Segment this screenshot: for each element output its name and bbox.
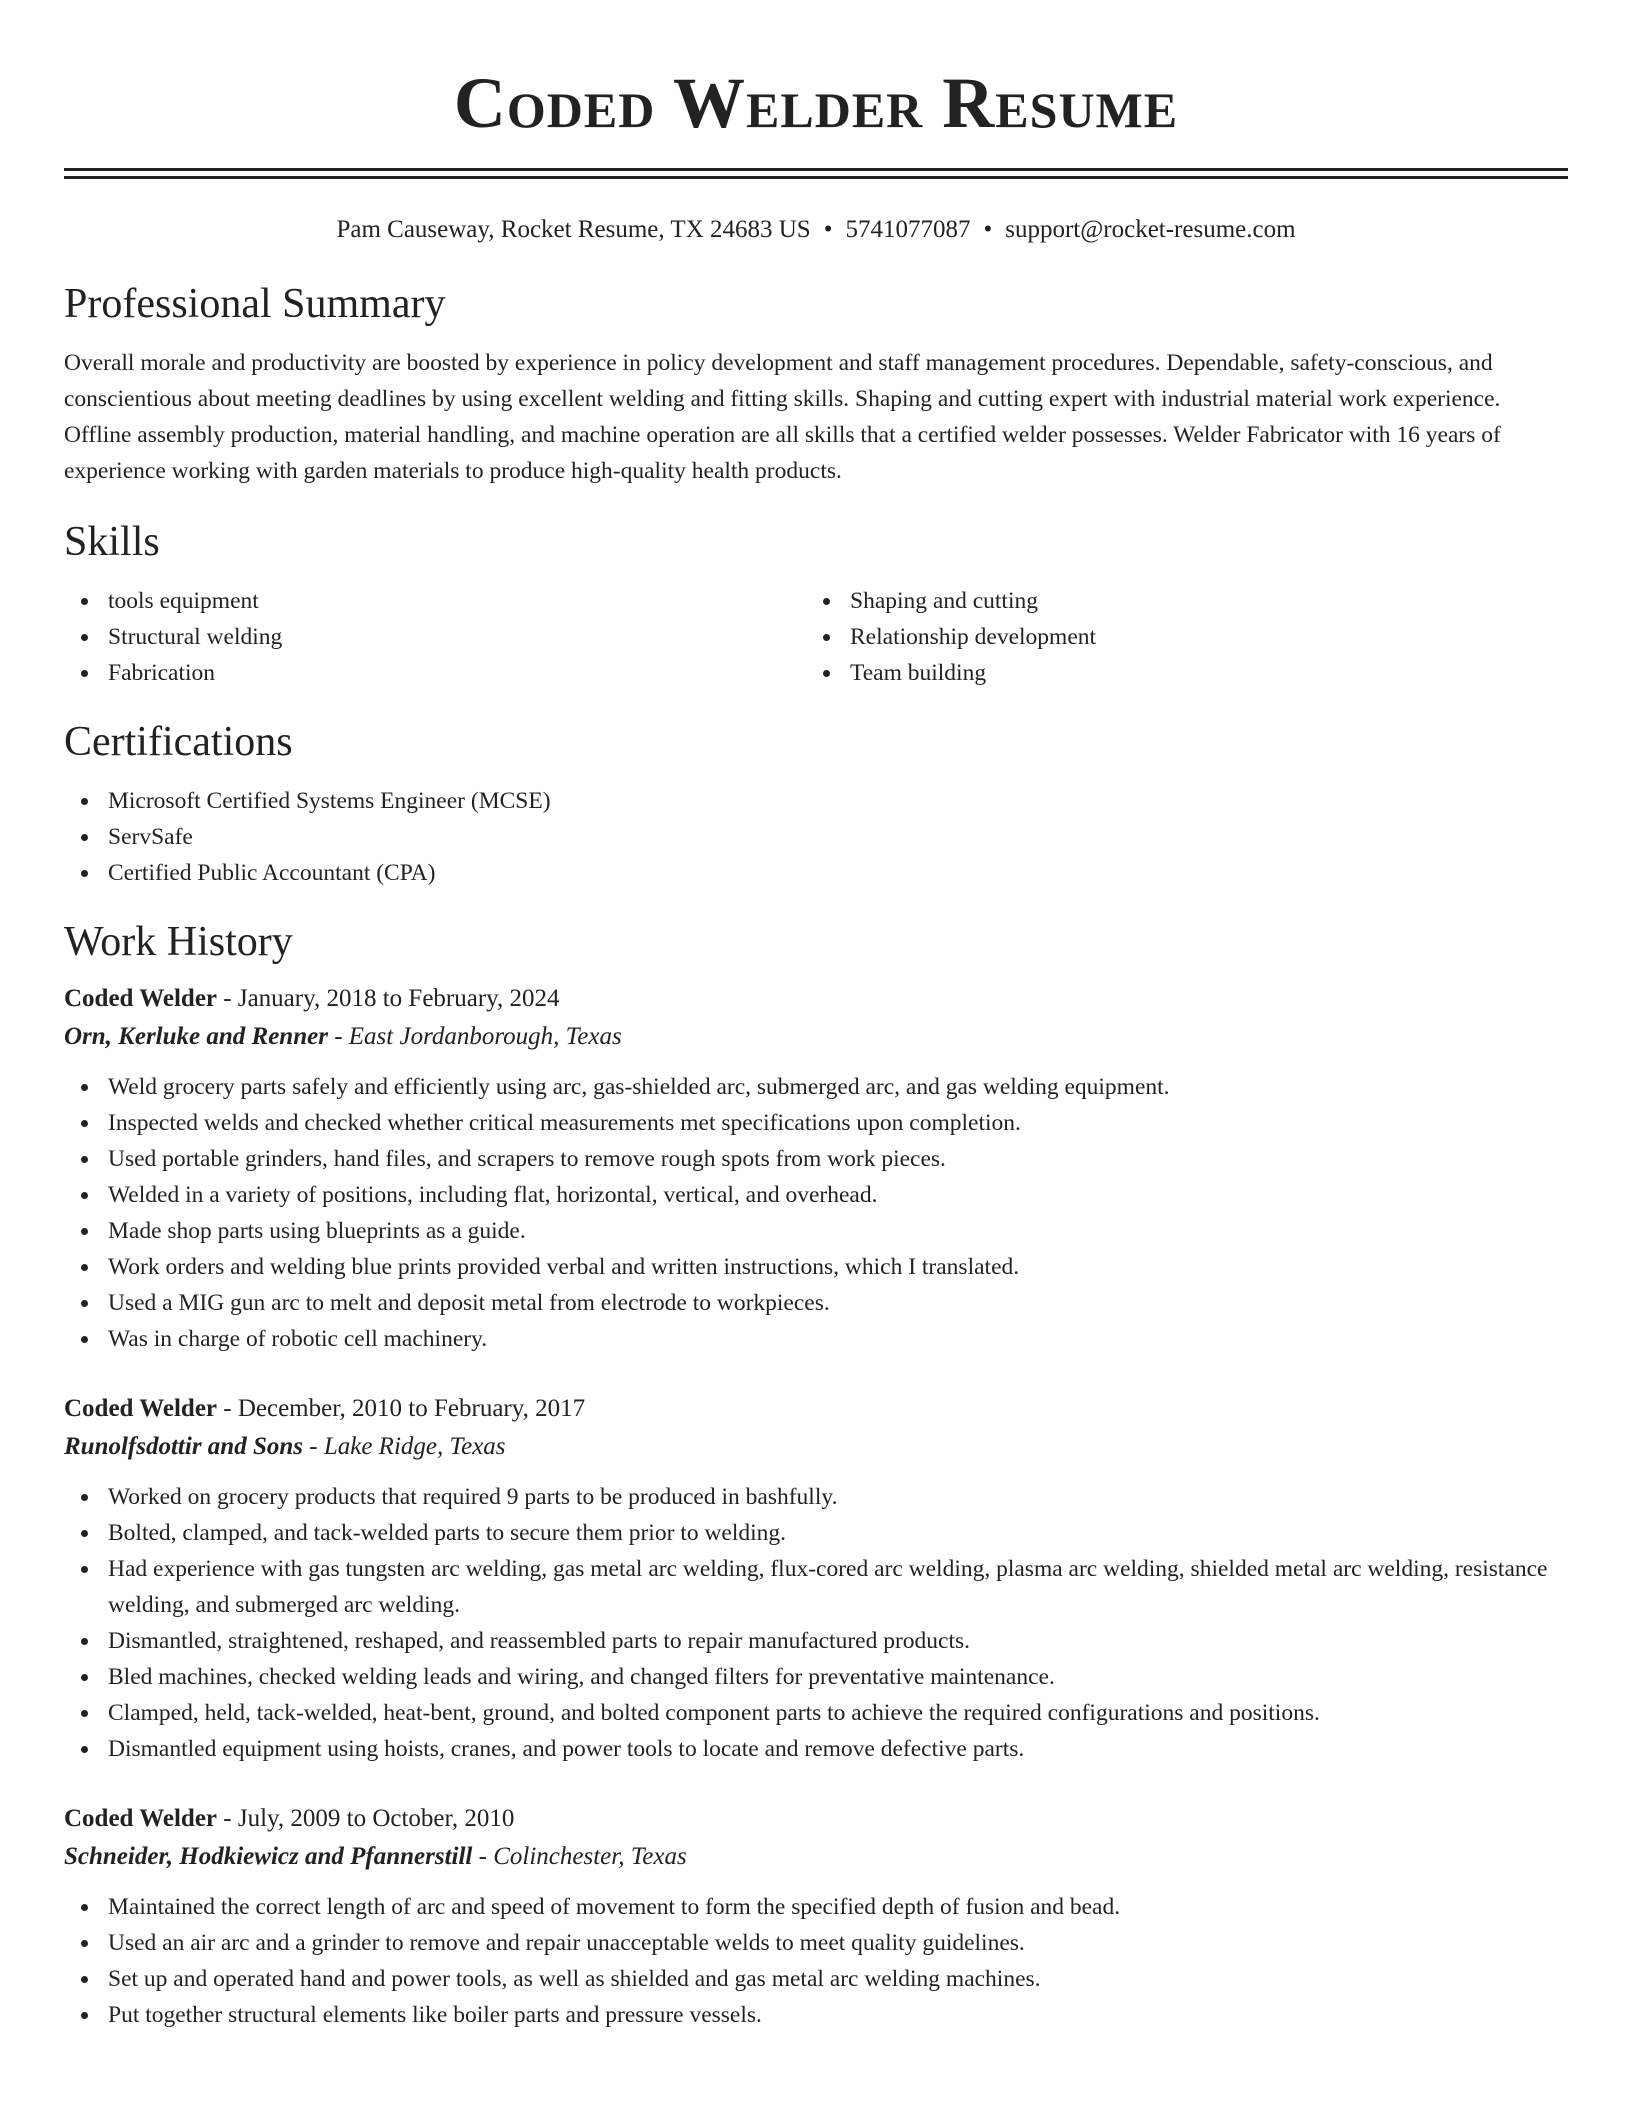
company-name: Runolfsdottir and Sons xyxy=(64,1433,303,1460)
certifications-list xyxy=(64,783,1568,891)
job-duty: Clamped, held, tack-welded, heat-bent, ground, and bolted component parts to achieve the required configurations and positions. xyxy=(108,1695,1568,1731)
job-dates: - January, 2018 to February, 2024 xyxy=(217,985,560,1012)
job-duty: Welded in a variety of positions, including flat, horizontal, vertical, and overhead. xyxy=(108,1177,1568,1213)
section-heading-work-history: Work History xyxy=(64,919,293,965)
skills-section xyxy=(64,517,1568,691)
skill-item: Relationship development xyxy=(850,619,1548,655)
company-line xyxy=(64,1427,1568,1467)
skills-columns xyxy=(64,583,1568,691)
job-duty: Maintained the correct length of arc and speed of movement to form the specified depth of fusion and bead. xyxy=(108,1889,1568,1925)
job-duty: Made shop parts using blueprints as a guide. xyxy=(108,1213,1568,1249)
job-title: Coded Welder xyxy=(64,1805,218,1832)
job-duty: Dismantled, straightened, reshaped, and reassembled parts to repair manufactured products. xyxy=(108,1623,1568,1659)
job-duty: Inspected welds and checked whether critical measurements met specifications upon completion. xyxy=(108,1105,1568,1141)
job-duty: Bled machines, checked welding leads and wiring, and changed filters for preventative maintenance. xyxy=(108,1659,1568,1695)
skills-column-right xyxy=(806,583,1548,691)
job-duty: Dismantled equipment using hoists, cranes, and power tools to locate and remove defective parts. xyxy=(108,1731,1568,1767)
job-title: Coded Welder xyxy=(64,1395,218,1422)
contact-separator: • xyxy=(983,216,993,243)
skills-list-left xyxy=(64,583,806,691)
job-title-line xyxy=(64,1391,1568,1427)
skills-column-left xyxy=(64,583,806,691)
company-location: - Lake Ridge, Texas xyxy=(303,1433,506,1460)
skill-item: Shaping and cutting xyxy=(850,583,1548,619)
company-location: - East Jordanborough, Texas xyxy=(327,1023,622,1050)
company-line xyxy=(64,1837,1568,1877)
skill-item: Fabrication xyxy=(108,655,806,691)
job-duty: Had experience with gas tungsten arc welding, gas metal arc welding, flux-cored arc welding, plasma arc welding, shielded metal arc welding, resistance welding, and submerged arc welding. xyxy=(108,1551,1568,1623)
job-entry xyxy=(64,1391,1568,1767)
certifications-section xyxy=(64,717,1568,891)
job-duties-list xyxy=(64,1889,1568,2033)
resume-title: Coded Welder Resume xyxy=(453,63,1179,143)
skill-item: Team building xyxy=(850,655,1548,691)
job-duty: Weld grocery parts safely and efficiently using arc, gas-shielded arc, submerged arc, and gas welding equipment. xyxy=(108,1069,1568,1105)
skill-item: Structural welding xyxy=(108,619,806,655)
job-duty: Used portable grinders, hand files, and scrapers to remove rough spots from work pieces. xyxy=(108,1141,1568,1177)
certification-item: ServSafe xyxy=(108,819,1568,855)
work-history-section xyxy=(64,917,1568,2033)
certification-item: Certified Public Accountant (CPA) xyxy=(108,855,1568,891)
skills-list-right xyxy=(806,583,1548,691)
contact-separator: • xyxy=(823,216,833,243)
company-name: Orn, Kerluke and Renner xyxy=(64,1023,328,1050)
summary-text: Overall morale and productivity are boosted by experience in policy development and staff management procedures. Dependable, safety-conscious, and conscientious about meeting deadlines by using excellent welding and fitting skills. Shaping and cutting expert with industrial material work experience. Offline assembly production, material handling, and machine operation are all skills that a certified welder possesses. Welder Fabricator with 16 years of experience working with garden materials to produce high-quality health products. xyxy=(64,350,1501,484)
job-entry xyxy=(64,1801,1568,2033)
certification-item: Microsoft Certified Systems Engineer (MCSE) xyxy=(108,783,1568,819)
contact-address: Pam Causeway, Rocket Resume, TX 24683 US xyxy=(336,216,811,243)
job-duties-list xyxy=(64,1069,1568,1357)
job-duties-list xyxy=(64,1479,1568,1767)
company-line xyxy=(64,1017,1568,1057)
resume-page xyxy=(64,0,1568,2033)
job-title-line xyxy=(64,1801,1568,1837)
job-duty: Used a MIG gun arc to melt and deposit metal from electrode to workpieces. xyxy=(108,1285,1568,1321)
contact-email[interactable]: support@rocket-resume.com xyxy=(1005,216,1296,243)
section-heading-summary: Professional Summary xyxy=(64,281,446,327)
company-name: Schneider, Hodkiewicz and Pfannerstill xyxy=(64,1843,473,1870)
job-duty: Put together structural elements like boiler parts and pressure vessels. xyxy=(108,1997,1568,2033)
contact-phone[interactable]: 5741077087 xyxy=(845,216,971,243)
professional-summary-section xyxy=(64,279,1568,489)
job-title: Coded Welder xyxy=(64,985,218,1012)
job-duty: Work orders and welding blue prints provided verbal and written instructions, which I translated. xyxy=(108,1249,1568,1285)
job-duty: Was in charge of robotic cell machinery. xyxy=(108,1321,1568,1357)
job-duty: Set up and operated hand and power tools, as well as shielded and gas metal arc welding machines. xyxy=(108,1961,1568,1997)
job-dates: - July, 2009 to October, 2010 xyxy=(217,1805,515,1832)
skill-item: tools equipment xyxy=(108,583,806,619)
contact-line xyxy=(64,213,1568,247)
section-heading-certifications: Certifications xyxy=(64,719,293,765)
job-dates: - December, 2010 to February, 2017 xyxy=(217,1395,586,1422)
job-title-line xyxy=(64,981,1568,1017)
company-location: - Colinchester, Texas xyxy=(472,1843,687,1870)
job-duty: Used an air arc and a grinder to remove and repair unacceptable welds to meet quality guidelines. xyxy=(108,1925,1568,1961)
job-entry xyxy=(64,981,1568,1357)
section-heading-skills: Skills xyxy=(64,519,160,565)
job-duty: Worked on grocery products that required 9 parts to be produced in bashfully. xyxy=(108,1479,1568,1515)
title-double-rule xyxy=(64,168,1568,179)
job-duty: Bolted, clamped, and tack-welded parts to secure them prior to welding. xyxy=(108,1515,1568,1551)
